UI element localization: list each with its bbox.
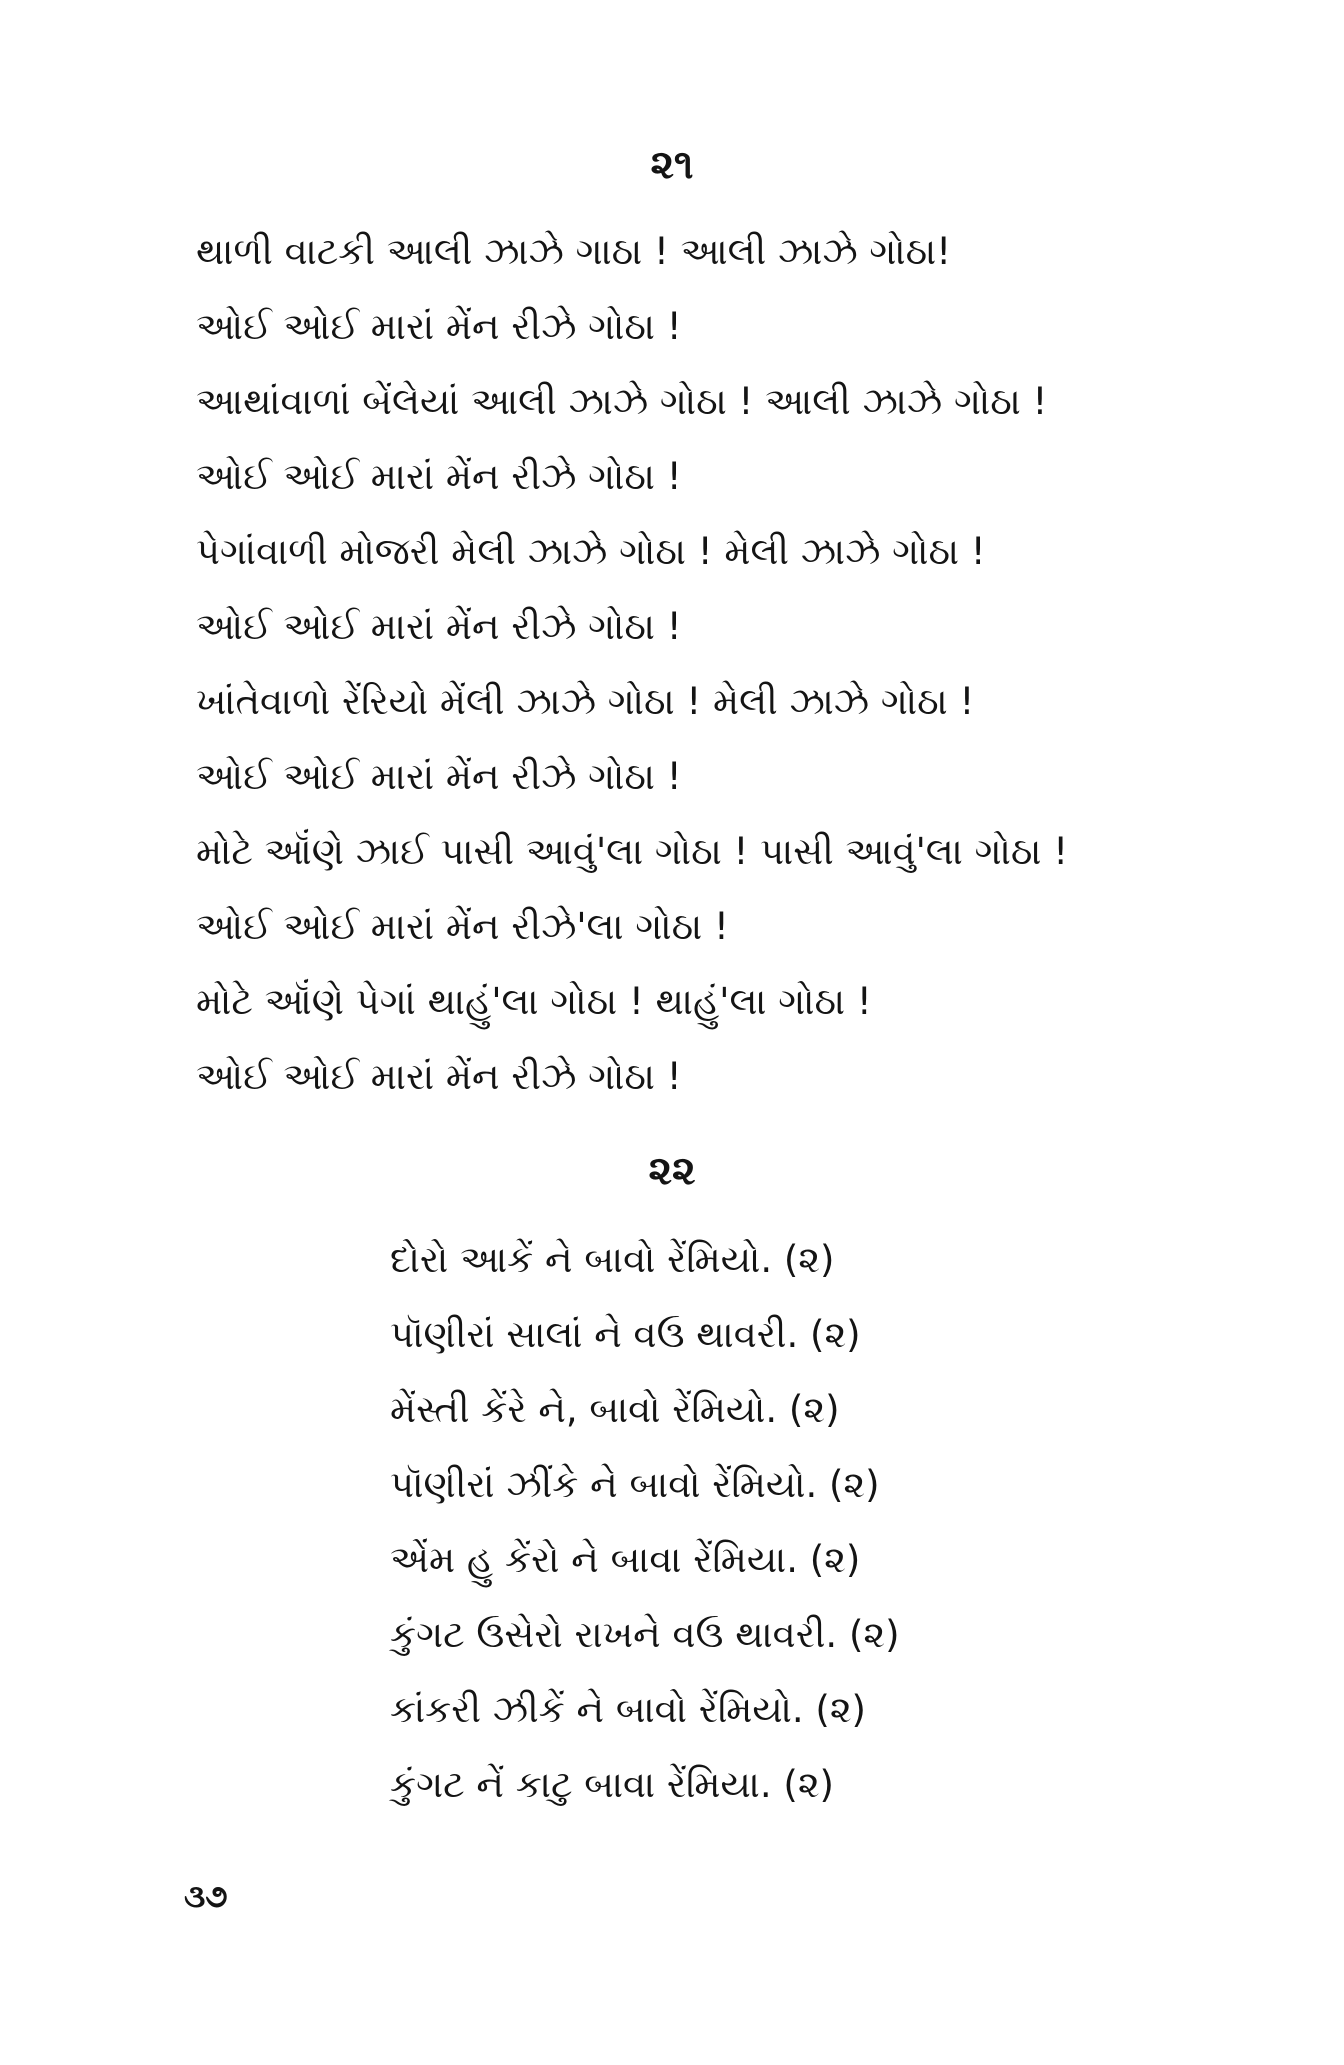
section-22-number: ૨૨ <box>648 1148 696 1194</box>
verse-line: ઓઈ ઓઈ મારાં મેંન રીઝે'લા ગોઠા ! <box>196 905 729 948</box>
verse-line: પૉણીરાં ઝીંકે ને બાવો રેંમિયો. (૨) <box>390 1463 880 1506</box>
verse-line: ઓઈ ઓઈ મારાં મેંન રીઝે ગોઠા ! <box>196 455 682 498</box>
verse-line: મોટે ઑંણે પેગાં થાહું'લા ગોઠા ! થાહું'લા ગોઠા ! <box>196 980 872 1023</box>
verse-line: એંમ હુ કેંરો ને બાવા રેંમિયા. (૨) <box>390 1538 861 1581</box>
verse-line: ખાંતેવાળો રેંરિયો મેંલી ઝાઝે ગોઠા ! મેલી ઝાઝે ગોઠા ! <box>196 680 975 723</box>
verse-line: દોરો આકેં ને બાવો રેંમિયો. (૨) <box>390 1238 835 1281</box>
verse-line: થાળી વાટકી આલી ઝાઝે ગાઠા ! આલી ઝાઝે ગોઠા! <box>196 230 952 273</box>
verse-line: ઓઈ ઓઈ મારાં મેંન રીઝે ગોઠા ! <box>196 1055 682 1098</box>
section-21-number: ૨૧ <box>650 142 694 188</box>
verse-line: ઓઈ ઓઈ મારાં મેંન રીઝે ગોઠા ! <box>196 755 682 798</box>
verse-line: કુંગટ નેં કાટુ બાવા રેંમિયા. (૨) <box>390 1763 834 1806</box>
verse-line: પૉણીરાં સાલાં ને વઉ થાવરી. (૨) <box>390 1313 861 1356</box>
verse-line: આથાંવાળાં બેંલેયાં આલી ઝાઝે ગોઠા ! આલી ઝાઝે ગોઠા ! <box>196 380 1048 423</box>
page-number: ૩૭ <box>184 1877 228 1915</box>
verse-line: કુંગટ ઉસેરો રાખને વઉ થાવરી. (૨) <box>390 1613 900 1656</box>
verse-section-22 <box>390 1222 1190 1822</box>
verse-line: કાંકરી ઝીકેં ને બાવો રેંમિયો. (૨) <box>390 1688 866 1731</box>
verse-section-21 <box>196 214 1196 1114</box>
verse-line: ઓઈ ઓઈ મારાં મેંન રીઝે ગોઠા ! <box>196 305 682 348</box>
verse-line: મોટે ઑંણે ઝાઈ પાસી આવું'લા ગોઠા ! પાસી આવું'લા ગોઠા ! <box>196 830 1069 873</box>
verse-line: ઓઈ ઓઈ મારાં મેંન રીઝે ગોઠા ! <box>196 605 682 648</box>
verse-line: પેગાંવાળી મોજરી મેલી ઝાઝે ગોઠા ! મેલી ઝાઝે ગોઠા ! <box>196 530 986 573</box>
verse-line: મેંસ્તી કેંરે ને, બાવો રેંમિયો. (૨) <box>390 1388 840 1431</box>
